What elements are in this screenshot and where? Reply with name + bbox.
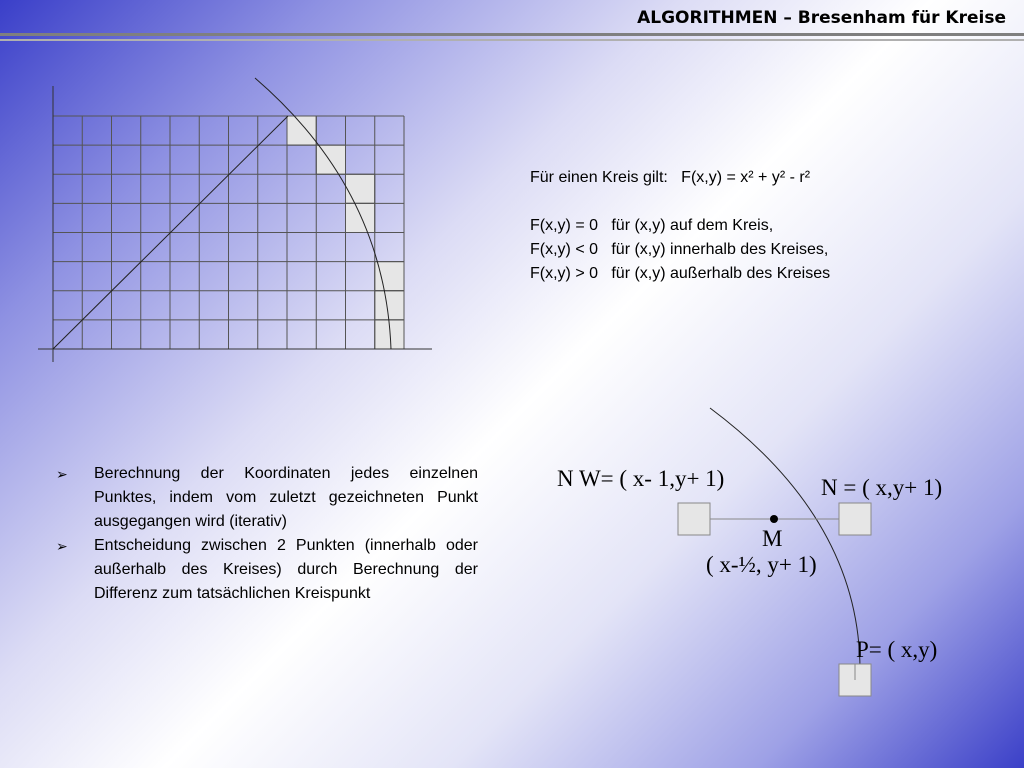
filled-pixel <box>316 145 345 174</box>
bullet-text: Entscheidung zwischen 2 Punkten (innerhalb oder außerhalb des Kreises) durch Berechnung der Differenz zum tatsächlichen Kreispunkt <box>94 537 478 602</box>
filled-pixel <box>375 291 404 320</box>
pixel-nw <box>678 503 710 535</box>
formula-line: F(x,y) = 0 für (x,y) auf dem Kreis, <box>530 217 774 234</box>
p-label: P= ( x,y) <box>856 637 938 662</box>
bullet-item <box>56 534 478 606</box>
bullet-item <box>56 462 478 534</box>
circle-formula-block <box>530 166 830 286</box>
filled-pixel <box>346 174 375 203</box>
arrow-bullet-icon: ➢ <box>56 466 68 482</box>
n-label: N = ( x,y+ 1) <box>821 475 943 500</box>
formula-intro: Für einen Kreis gilt: F(x,y) = x² + y² - r² <box>530 169 811 186</box>
nw-label: N W= ( x- 1,y+ 1) <box>557 466 725 491</box>
midpoint-dot <box>770 515 778 523</box>
page-title: ALGORITHMEN – Bresenham für Kreise <box>637 8 1006 28</box>
formula-line: F(x,y) < 0 für (x,y) innerhalb des Kreises, <box>530 241 829 258</box>
bullet-list <box>56 462 478 606</box>
formula-line: F(x,y) > 0 für (x,y) außerhalb des Kreises <box>530 265 831 282</box>
filled-pixel <box>375 262 404 291</box>
formula-spacer <box>530 190 830 214</box>
filled-pixel <box>287 116 316 145</box>
filled-pixel <box>346 203 375 232</box>
bullet-text: Berechnung der Koordinaten jedes einzelnen Punktes, indem vom zuletzt gezeichneten Punkt ausgegangen wird (iterativ) <box>94 465 478 530</box>
midpoint-circle-arc <box>710 408 860 670</box>
m-coordinate-label: ( x-½, y+ 1) <box>706 552 817 577</box>
m-label: M <box>762 526 783 551</box>
arrow-bullet-icon: ➢ <box>56 538 68 554</box>
pixel-n <box>839 503 871 535</box>
